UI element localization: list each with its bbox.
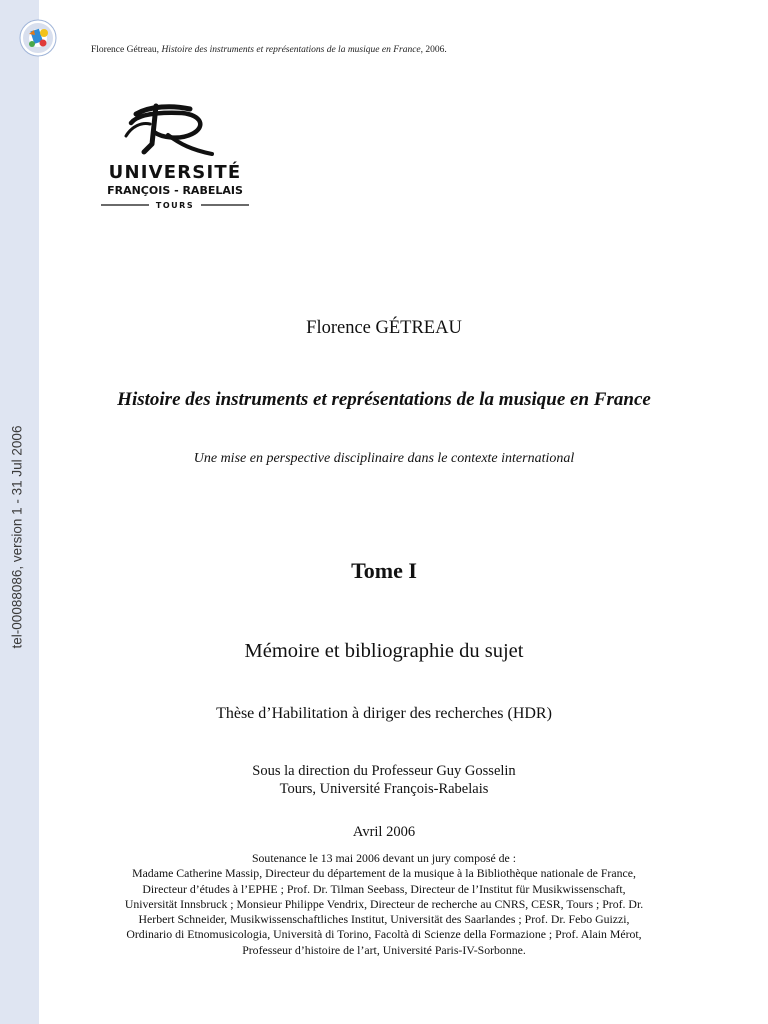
running-header xyxy=(91,45,447,55)
header-author: Florence Gétreau, xyxy=(91,45,162,55)
header-work: Histoire des instruments et représentations de la musique en France xyxy=(161,45,421,55)
jury-line: Herbert Schneider, Musikwissenschaftliches Institut, Universität des Saarlandes ; Prof. Dr. Febo Guizzi, xyxy=(138,912,630,927)
institution-line: Tours, Université François-Rabelais xyxy=(279,781,489,797)
jury-line: Soutenance le 13 mai 2006 devant un jury composé de : xyxy=(251,851,517,865)
r-monogram-icon xyxy=(126,106,212,154)
university-logo xyxy=(98,100,254,212)
jury-line: Ordinario di Etnomusicologia, Università di Torino, Facoltà di Scienze della Formazione ; Prof. Alain Mérot, xyxy=(126,927,642,942)
supervisor-line: Sous la direction du Professeur Guy Gosselin xyxy=(252,763,516,779)
thesis-type: Thèse d’Habilitation à diriger des recherches (HDR) xyxy=(216,705,552,722)
jury-line: Directeur d’études à l’EPHE ; Prof. Dr. Tilman Seebass, Directeur de l’Institut für Musikwissenschaft, xyxy=(142,881,626,896)
jury-block xyxy=(60,851,708,958)
jury-line: Universität Innsbruck ; Monsieur Philippe Vendrix, Directeur de recherche au CNRS, CESR, Tours ; Prof. Dr. xyxy=(124,896,644,911)
author-name: Florence GÉTREAU xyxy=(306,318,462,338)
logo-line-2: FRANÇOIS - RABELAIS xyxy=(107,184,243,197)
jury-line: Madame Catherine Massip, Directeur du département de la musique à la Bibliothèque nationale de France, xyxy=(132,866,636,881)
hal-identifier: tel-00088086, version 1 - 31 Jul 2006 xyxy=(9,425,25,649)
header-year: , 2006. xyxy=(420,45,447,55)
hal-sidebar xyxy=(0,0,39,1024)
volume-label: Tome I xyxy=(351,558,417,583)
supervision-block xyxy=(60,762,708,798)
hal-logo-icon xyxy=(19,19,57,57)
jury-line: Professeur d’histoire de l’art, Université Paris-IV-Sorbonne. xyxy=(242,942,526,957)
logo-line-1: UNIVERSITÉ xyxy=(108,162,242,183)
thesis-title: Histoire des instruments et représentations de la musique en France xyxy=(117,389,651,410)
volume-title: Mémoire et bibliographie du sujet xyxy=(244,640,524,662)
thesis-subtitle: Une mise en perspective disciplinaire dans le contexte international xyxy=(193,451,575,466)
thesis-date: Avril 2006 xyxy=(352,824,416,840)
logo-line-3: TOURS xyxy=(155,201,195,210)
